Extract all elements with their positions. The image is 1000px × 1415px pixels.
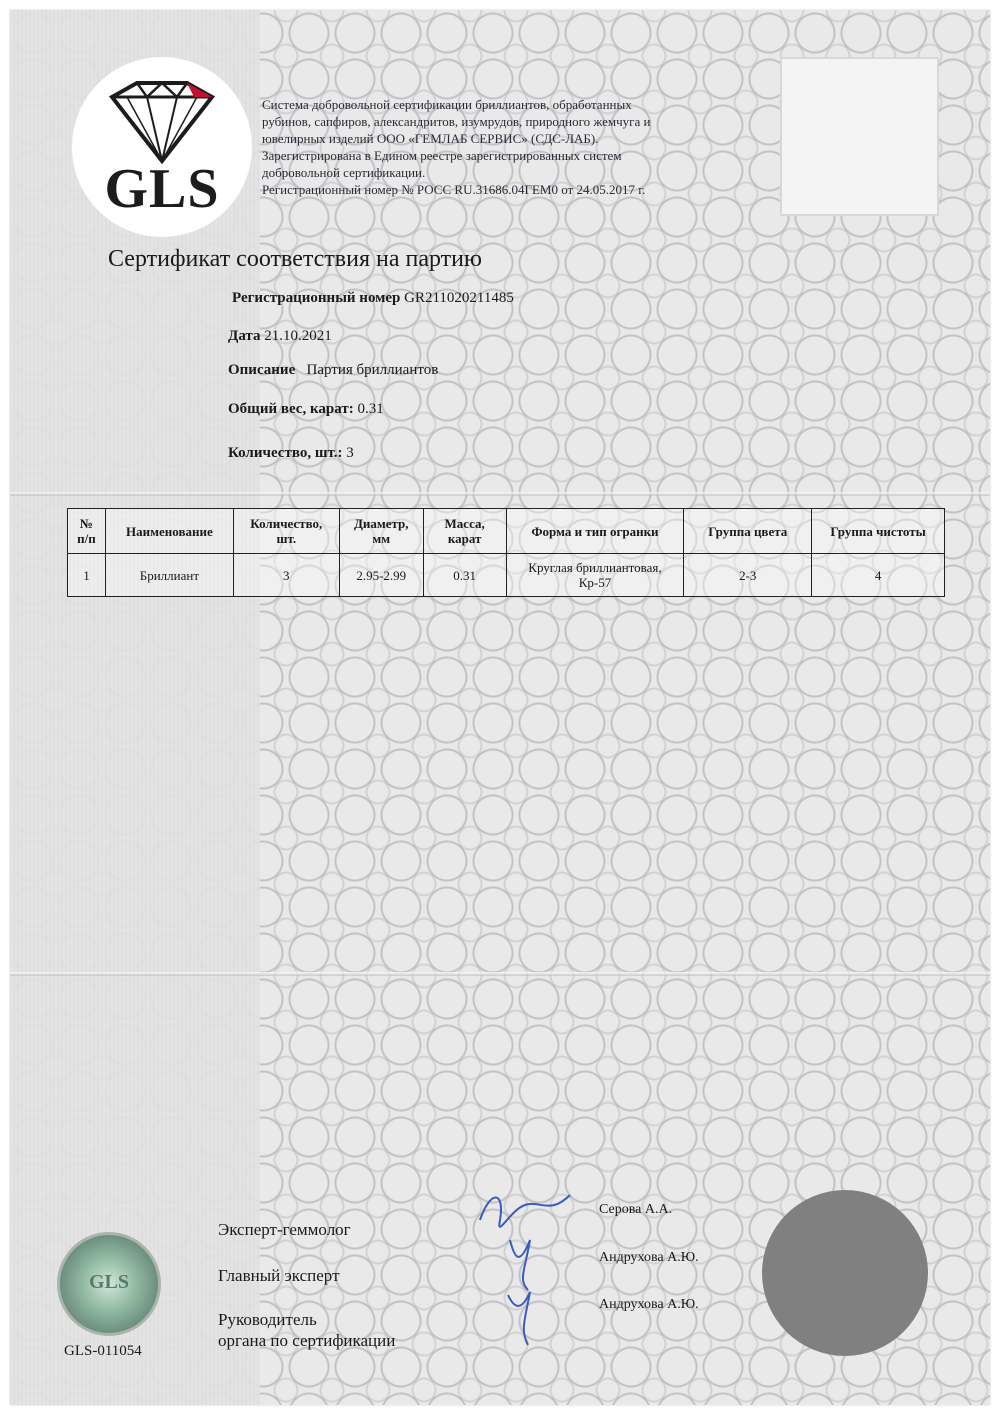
serial-number: GLS-011054 bbox=[64, 1343, 142, 1359]
role-head: Руководитель bbox=[218, 1310, 317, 1329]
signer-name: Андрухова А.Ю. bbox=[599, 1297, 699, 1312]
field-label: Количество, шт.: bbox=[228, 445, 343, 461]
field-value: 3 bbox=[346, 445, 354, 461]
registration-number bbox=[232, 290, 514, 307]
fold-line bbox=[10, 492, 990, 496]
total-weight-field bbox=[228, 401, 384, 418]
info-line: Зарегистрирована в Едином реестре зарегистрированных систем bbox=[262, 148, 622, 163]
table-cell: 2.95-2.99 bbox=[339, 554, 423, 597]
field-value: 0.31 bbox=[357, 401, 384, 417]
column-header: Группа цвета bbox=[684, 509, 812, 554]
table-cell: 0.31 bbox=[423, 554, 506, 597]
logo-text: GLS bbox=[104, 158, 220, 220]
quantity-field bbox=[228, 445, 354, 462]
date-field bbox=[228, 328, 332, 345]
field-label: Описание bbox=[228, 362, 296, 378]
signer-name: Серова А.А. bbox=[599, 1202, 673, 1217]
field-label: Общий вес, карат: bbox=[228, 401, 354, 417]
field-label: Дата bbox=[228, 328, 261, 344]
signer-name: Андрухова А.Ю. bbox=[599, 1250, 699, 1265]
certification-system-info bbox=[262, 96, 710, 198]
role-head-line2: органа по сертификации bbox=[218, 1331, 396, 1350]
photo-placeholder bbox=[780, 57, 939, 216]
field-value: 21.10.2021 bbox=[264, 328, 332, 344]
field-value: Партия бриллиантов bbox=[306, 362, 439, 378]
signature-image bbox=[470, 1180, 580, 1350]
hologram-text: GLS bbox=[88, 1271, 130, 1293]
table-cell: 2-3 bbox=[684, 554, 812, 597]
table-cell: 4 bbox=[812, 554, 945, 597]
gls-logo bbox=[72, 57, 252, 237]
info-line: добровольной сертификации. bbox=[262, 165, 426, 180]
info-line: рубинов, сапфиров, александритов, изумрудов, природного жемчуга и bbox=[262, 114, 651, 129]
table-cell: 3 bbox=[233, 554, 339, 597]
description-field bbox=[228, 362, 438, 379]
column-header: Масса, карат bbox=[423, 509, 506, 554]
diamond-icon bbox=[92, 79, 232, 164]
gls-hologram bbox=[57, 1232, 161, 1336]
info-line: Регистрационный номер № РОСС RU.31686.04ГЕМ0 от 24.05.2017 г. bbox=[262, 182, 646, 197]
fold-line bbox=[10, 972, 990, 976]
column-header: Наименование bbox=[105, 509, 233, 554]
certificate-title: Сертификат соответствия на партию bbox=[108, 246, 482, 272]
official-stamp bbox=[762, 1190, 928, 1356]
table-cell: Бриллиант bbox=[105, 554, 233, 597]
column-header: № п/п bbox=[68, 509, 106, 554]
table-cell: 1 bbox=[68, 554, 106, 597]
role-gemologist: Эксперт-геммолог bbox=[218, 1220, 351, 1239]
table-header-row bbox=[68, 509, 945, 554]
table-cell: Круглая бриллиантовая, Кр-57 bbox=[506, 554, 684, 597]
info-line: ювелирных изделий ООО «ГЕМЛАБ СЕРВИС» (СДС-ЛАБ). bbox=[262, 131, 599, 146]
info-line: Система добровольной сертификации бриллиантов, обработанных bbox=[262, 97, 632, 112]
column-header: Количество, шт. bbox=[233, 509, 339, 554]
field-value: GR211020211485 bbox=[404, 290, 514, 306]
column-header: Форма и тип огранки bbox=[506, 509, 684, 554]
column-header: Группа чистоты bbox=[812, 509, 945, 554]
table-row bbox=[68, 554, 945, 597]
column-header: Диаметр, мм bbox=[339, 509, 423, 554]
field-label: Регистрационный номер bbox=[232, 290, 401, 306]
items-table bbox=[67, 508, 945, 597]
role-chief-expert: Главный эксперт bbox=[218, 1266, 340, 1285]
